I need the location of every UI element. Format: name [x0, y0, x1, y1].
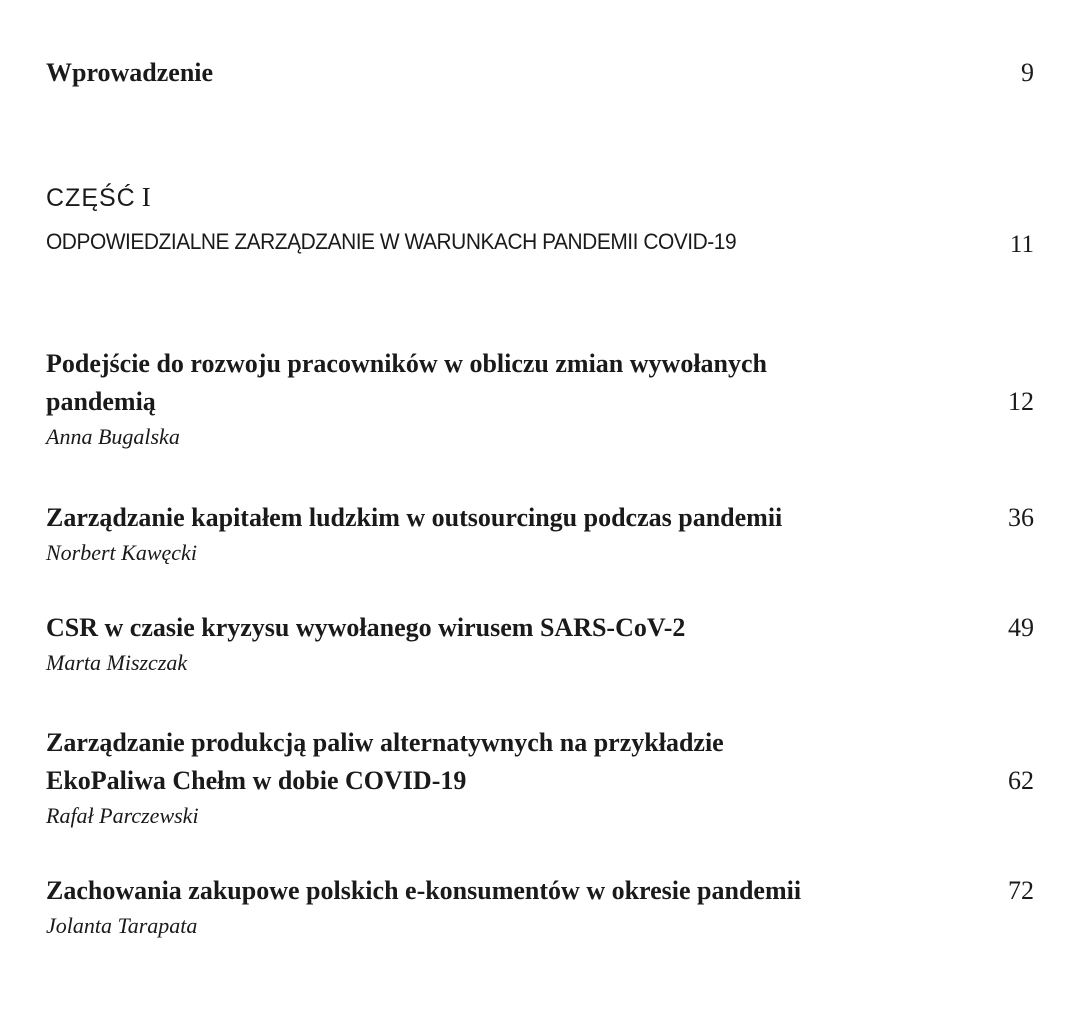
entry-author: Norbert Kawęcki [46, 540, 197, 565]
entry-title [46, 872, 946, 910]
entry-title-line: Zarządzanie kapitałem ludzkim w outsourcingu podczas pandemii [46, 503, 783, 532]
toc-entry [46, 724, 1034, 830]
entry-author: Rafał Parczewski [46, 803, 199, 828]
entry-title-line: Podejście do rozwoju pracowników w obliczu zmian wywołanych [46, 349, 768, 378]
entry-title-line: Zarządzanie produkcją paliw alternatywnych na przykładzie [46, 728, 724, 757]
intro-title: Wprowadzenie [46, 58, 214, 87]
entry-author: Marta Miszczak [46, 650, 188, 675]
entry-page-number: 12 [1008, 387, 1034, 416]
part-label [46, 182, 152, 213]
entry-title-line: CSR w czasie kryzysu wywołanego wirusem SARS-CoV-2 [46, 613, 686, 642]
toc-entry [46, 499, 1034, 567]
entry-title-line: EkoPaliwa Chełm w dobie COVID-19 [46, 766, 467, 795]
entry-author: Jolanta Tarapata [46, 913, 198, 938]
entry-page-number: 62 [1008, 766, 1034, 795]
toc-entry [46, 609, 1034, 677]
part-title: ODPOWIEDZIALNE ZARZĄDZANIE W WARUNKACH PANDEMII COVID-19 [46, 229, 737, 254]
entry-page-number: 49 [1008, 613, 1034, 642]
entry-title [46, 499, 946, 537]
part-page-number: 11 [1009, 231, 1034, 258]
toc-entry [46, 345, 1034, 451]
part-label-text: CZĘŚĆ [46, 184, 136, 212]
entry-author: Anna Bugalska [46, 424, 180, 449]
entry-title [46, 345, 946, 421]
entry-page-number: 36 [1008, 503, 1034, 532]
entry-title [46, 724, 946, 800]
entry-title-line: pandemią [46, 387, 156, 416]
part-numeral: I [141, 182, 152, 212]
intro-page-number: 9 [1021, 58, 1034, 87]
entry-page-number: 72 [1008, 876, 1034, 905]
entry-title [46, 609, 946, 647]
entry-title-line: Zachowania zakupowe polskich e-konsumentów w okresie pandemii [46, 876, 802, 905]
toc-entry [46, 872, 1034, 940]
